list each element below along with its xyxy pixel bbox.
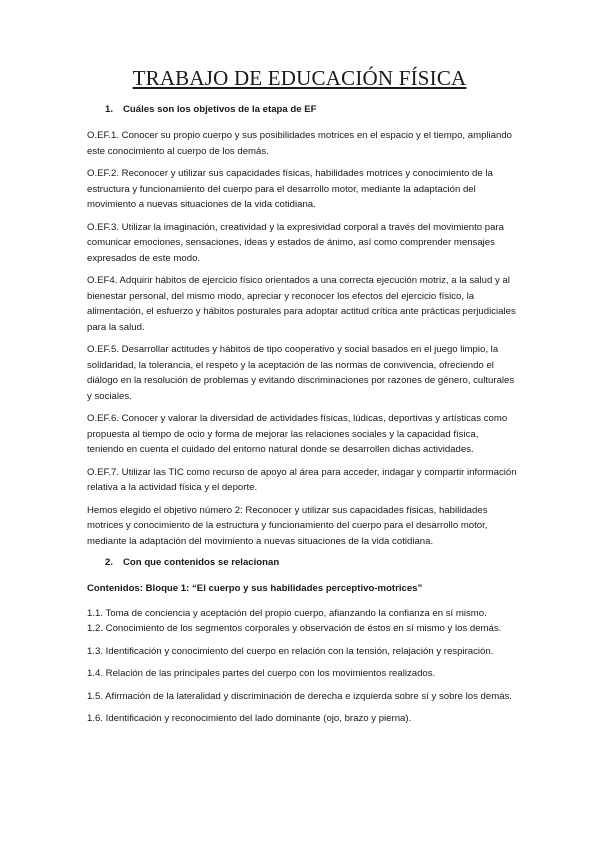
objective-paragraph: O.EF.2. Reconocer y utilizar sus capacidades físicas, habilidades motrices y conocimiento de la estructura y funcionamiento del cuerpo para el desarrollo motor, mediante la adaptación del movimiento a nuevas situaciones de la vida cotidiana. xyxy=(87,168,493,210)
content-item: 1.2. Conocimiento de los segmentos corporales y observación de éstos en sí mismo y los demás. xyxy=(87,623,502,634)
section-heading-text: Con que contenidos se relacionan xyxy=(123,557,280,568)
objective-paragraph: O.EF.5. Desarrollar actitudes y hábitos de tipo cooperativo y social basados en el juego limpio, la solidaridad, la tolerancia, el respeto y la aceptación de las normas de convivencia, ofreciendo el diálogo en la resolución de problemas y evitando discriminaciones por razones de género, culturales y sociales. xyxy=(87,344,515,402)
contents-block-name: “El cuerpo y sus habilidades perceptivo-motrices” xyxy=(189,583,423,594)
objective-paragraph: O.EF.1. Conocer su propio cuerpo y sus posibilidades motrices en el espacio y el tiempo, ampliando este conocimiento al cuerpo de los demás. xyxy=(87,130,513,157)
document-title: TRABAJO DE EDUCACIÓN FÍSICA xyxy=(132,66,467,90)
contents-label: Contenidos: Bloque 1: xyxy=(87,583,190,594)
content-item: 1.1. Toma de conciencia y aceptación del propio cuerpo, afianzando la confianza en sí mismo. xyxy=(87,607,487,619)
section-heading-objectives xyxy=(87,103,517,116)
contents-block-title xyxy=(87,581,517,597)
objective-paragraph: O.EF.6. Conocer y valorar la diversidad de actividades físicas, lúdicas, deportivas y artísticas como propuesta al tiempo de ocio y forma de mejorar las relaciones sociales y la capacidad física, teniendo en cuenta el cuidado del entorno natural donde se desarrollen dichas actividades. xyxy=(87,413,508,455)
objective-paragraph: O.EF.3. Utilizar la imaginación, creatividad y la expresividad corporal a través del movimiento para comunicar emociones, sensaciones, ideas y estados de ánimo, así como comprender mensajes expresados de este modo. xyxy=(87,221,504,264)
content-item: 1.5. Afirmación de la lateralidad y discriminación de derecha e izquierda sobre sí y sobre los demás. xyxy=(87,690,513,702)
content-item: 1.6. Identificación y reconocimiento del lado dominante (ojo, brazo y pierna). xyxy=(87,713,412,724)
objective-paragraph: O.EF.7. Utilizar las TIC como recurso de apoyo al área para acceder, indagar y compartir información relativa a la actividad física y el deporte. xyxy=(87,466,517,493)
content-item: 1.4. Relación de las principales partes del cuerpo con los movimientos realizados. xyxy=(87,668,436,679)
chosen-objective-paragraph: Hemos elegido el objetivo número 2: Reconocer y utilizar sus capacidades físicas, habilidades motrices y conocimiento de la estructura y funcionamiento del cuerpo para el desarrollo motor, mediante la adaptación del movimiento a nuevas situaciones de la vida cotidiana. xyxy=(87,504,488,547)
objective-paragraph: O.EF4. Adquirir hábitos de ejercicio físico orientados a una correcta ejecución motriz, a la salud y al bienestar personal, del mismo modo, apreciar y reconocer los efectos del ejercicio físico, la alimentación, el esfuerzo y hábitos posturales para adoptar actitud crítica ante prácticas perjudiciales para la salud. xyxy=(87,275,516,333)
section-number: 1. xyxy=(105,104,114,115)
section-heading-contents xyxy=(87,556,517,569)
document-body xyxy=(87,103,517,734)
section-number: 2. xyxy=(105,557,114,568)
section-heading-text: Cuáles son los objetivos de la etapa de EF xyxy=(123,104,317,115)
content-item: 1.3. Identificación y conocimiento del cuerpo en relación con la tensión, relajación y respiración. xyxy=(87,645,494,657)
